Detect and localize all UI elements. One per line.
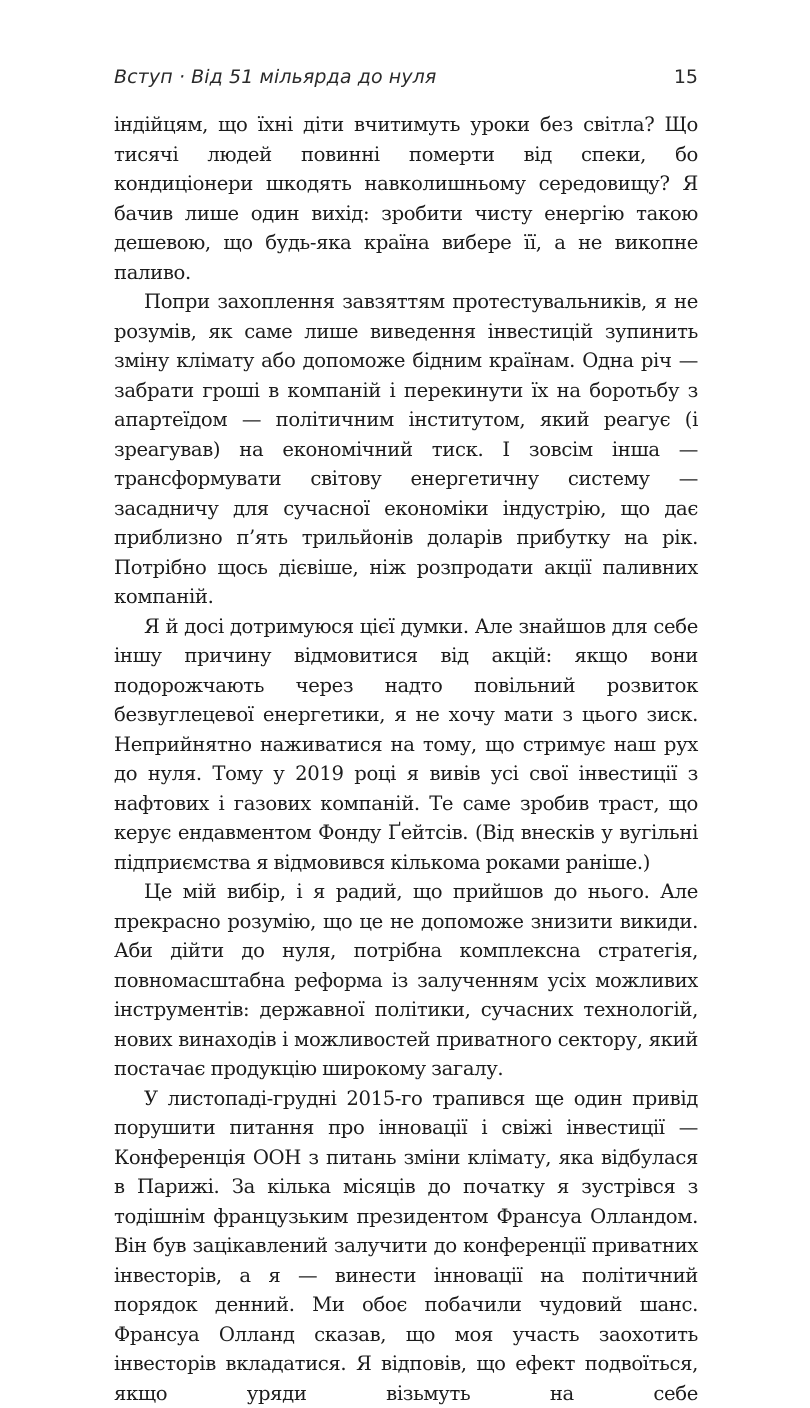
paragraph-3: Я й досі дотримуюся цієї думки. Але знайшов для себе іншу причину відмовитися від акцій: якщо вони подорожчають через надто повільний розвиток безвуглецевої енергетики, я не хочу мати з цього зиск. Неприйнятно наживатися на тому, що стримує наш рух до нуля. Тому у 2019 році я вивів усі свої інвестиції з нафтових і газових компаній. Те саме зробив траст, що керує ендавментом Фонду Ґейтсів. (Від внесків у вугільні підприємства я відмовився кількома роками раніше.) xyxy=(114,612,698,878)
paragraph-1: індійцям, що їхні діти вчитимуть уроки без світла? Що тисячі людей повинні померти від спеки, бо кондиціонери шкодять навколишньому середовищу? Я бачив лише один вихід: зробити чисту енергію такою дешевою, що будь-яка країна вибере її, а не викопне паливо. xyxy=(114,110,698,287)
body-text xyxy=(114,110,698,1408)
paragraph-2: Попри захоплення завзяттям протестувальників, я не розумів, як саме лише виведення інвестицій зупинить зміну клімату або допоможе бідним країнам. Одна річ — забрати гроші в компаній і перекинути їх на боротьбу з апартеїдом — політичним інститутом, який реагує (і зреагував) на економічний тиск. І зовсім інша — трансформувати світову енергетичну систему — засадничу для сучасної економіки індустрію, що дає приблизно п’ять трильйонів доларів прибутку на рік. Потрібно щось дієвіше, ніж розпродати акції паливних компаній. xyxy=(114,287,698,612)
running-header xyxy=(114,66,698,96)
page-number: 15 xyxy=(674,66,698,88)
chapter-title: Вступ · Від 51 мільярда до нуля xyxy=(114,66,436,88)
paragraph-5: У листопаді-грудні 2015-го трапився ще один привід порушити питання про інновації і свіжі інвестиції — Конференція ООН з питань зміни клімату, яка відбулася в Парижі. За кілька місяців до початку я зустрівся з тодішнім французьким президентом Франсуа Олландом. Він був зацікавлений залучити до конференції приватних інвесторів, а я — винести інновації на політичний порядок денний. Ми обоє побачили чудовий шанс. Франсуа Олланд сказав, що моя участь заохотить інвесторів вкладатися. Я відповів, що ефект подвоїться, якщо уряди візьмуть на себе xyxy=(114,1084,698,1408)
paragraph-4: Це мій вибір, і я радий, що прийшов до нього. Але прекрасно розумію, що це не допоможе знизити викиди. Аби дійти до нуля, потрібна комплексна стратегія, повномасштабна реформа із залученням усіх можливих інструментів: державної політики, сучасних технологій, нових винаходів і можливостей приватного сектору, який постачає продукцію широкому загалу. xyxy=(114,877,698,1084)
